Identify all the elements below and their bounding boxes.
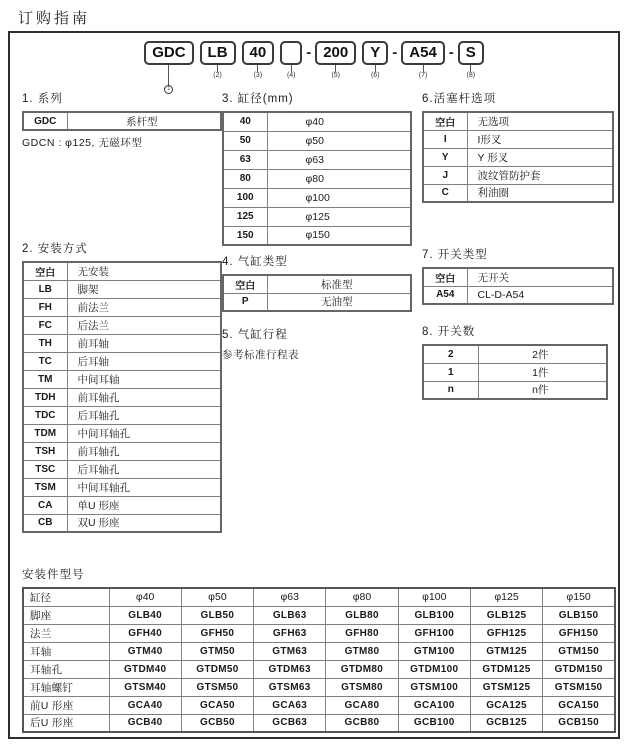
row-label: 40 [223, 112, 267, 131]
code-segment [144, 41, 193, 94]
cell: GCA150 [543, 696, 615, 714]
column-header: φ50 [181, 588, 253, 606]
cell: GTM100 [398, 642, 470, 660]
row-label: TH [23, 334, 67, 352]
table-row [23, 424, 221, 442]
cell: GTDM80 [326, 660, 398, 678]
row-label: 63 [223, 150, 267, 169]
row-label: A54 [423, 286, 467, 304]
cell: GTDM125 [470, 660, 542, 678]
row-label: LB [23, 280, 67, 298]
row-label: 前U 形座 [23, 696, 109, 714]
table-row [23, 316, 221, 334]
callout-number: (6) [370, 72, 380, 79]
rod-options-table [422, 111, 614, 203]
table-row [23, 460, 221, 478]
cell: 标准型 [267, 275, 411, 293]
row-label: J [423, 166, 467, 184]
bore-table [222, 111, 412, 246]
table-row [23, 442, 221, 460]
row-label: 50 [223, 131, 267, 150]
cell: 中间耳轴孔 [67, 478, 221, 496]
table-row [423, 130, 613, 148]
code-segment [401, 41, 445, 80]
table-row [223, 207, 411, 226]
cell: 2件 [478, 345, 607, 363]
cell: GCA40 [109, 696, 181, 714]
cell: GFH50 [181, 624, 253, 642]
column-header: φ100 [398, 588, 470, 606]
row-label: 空白 [423, 268, 467, 286]
cell: φ40 [267, 112, 411, 131]
code-box: 200 [315, 41, 356, 65]
cell: 中间耳轴 [67, 370, 221, 388]
cell: 后耳轴孔 [67, 460, 221, 478]
row-label: 耳轴孔 [23, 660, 109, 678]
cell: GLB63 [254, 606, 326, 624]
table-row [23, 514, 221, 532]
cell: GTSM40 [109, 678, 181, 696]
table-row [423, 148, 613, 166]
section-title: 6.活塞杆选项 [422, 93, 497, 105]
table-row [23, 496, 221, 514]
table-row [423, 381, 607, 399]
section-cylinder-type [222, 253, 412, 312]
dash-separator: - [448, 44, 454, 61]
cell: GLB125 [470, 606, 542, 624]
cell: GTM63 [254, 642, 326, 660]
table-row [23, 262, 221, 280]
cell: GTSM50 [181, 678, 253, 696]
cell: GCA125 [470, 696, 542, 714]
cell: GTDM40 [109, 660, 181, 678]
section-switch-type [422, 246, 614, 305]
table-row [423, 268, 613, 286]
cell: 波纹管防护套 [467, 166, 613, 184]
cell: 后耳轴孔 [67, 406, 221, 424]
cell: 前法兰 [67, 298, 221, 316]
cell: GCB100 [398, 714, 470, 732]
code-segment [362, 41, 388, 80]
code-box-blank [280, 41, 302, 65]
cell: GTSM80 [326, 678, 398, 696]
cell: GTSM100 [398, 678, 470, 696]
table-row [223, 226, 411, 245]
table-row [23, 280, 221, 298]
section-title: 3. 缸径(mm) [222, 93, 294, 105]
section-title: 8. 开关数 [422, 326, 476, 338]
cell: 前耳轴孔 [67, 442, 221, 460]
table-row [23, 478, 221, 496]
callout-line [375, 65, 376, 72]
cell: φ100 [267, 188, 411, 207]
table-row [23, 660, 615, 678]
table-row [23, 352, 221, 370]
table-row [223, 275, 411, 293]
callout-line [470, 65, 471, 72]
cell: GTDM100 [398, 660, 470, 678]
cell: GCA100 [398, 696, 470, 714]
section-series [22, 90, 222, 150]
series-table [22, 111, 222, 131]
table-row [423, 166, 613, 184]
cell: GLB40 [109, 606, 181, 624]
cell: GTDM50 [181, 660, 253, 678]
section-mounting-parts [22, 566, 616, 733]
cell: GCB125 [470, 714, 542, 732]
cell: GLB150 [543, 606, 615, 624]
table-row [423, 363, 607, 381]
callout-number: 1 [164, 85, 173, 94]
row-label: C [423, 184, 467, 202]
table-row [23, 642, 615, 660]
callout-line [291, 65, 292, 72]
code-segment [315, 41, 356, 80]
section-title: 4. 气缸类型 [222, 256, 288, 268]
callout-line [423, 65, 424, 72]
column-header: φ63 [254, 588, 326, 606]
callout-line [257, 65, 258, 72]
code-box: S [458, 41, 484, 65]
cell: GLB50 [181, 606, 253, 624]
callout-number: (4) [286, 72, 296, 79]
section-title: 1. 系列 [22, 93, 63, 105]
row-header: 缸径 [23, 588, 109, 606]
cell: GTM80 [326, 642, 398, 660]
table-row [23, 624, 615, 642]
row-label: 100 [223, 188, 267, 207]
code-segment [280, 41, 302, 80]
table-row [223, 131, 411, 150]
table-row [223, 150, 411, 169]
table-row [423, 112, 613, 130]
cell: GCB40 [109, 714, 181, 732]
row-label: GDC [23, 112, 67, 130]
code-segment [242, 41, 275, 80]
callout-number: (2) [213, 72, 222, 79]
mounting-style-table [22, 261, 222, 533]
table-row [23, 714, 615, 732]
callout-number: (5) [331, 72, 341, 79]
row-label: 耳轴 [23, 642, 109, 660]
row-label: TSC [23, 460, 67, 478]
row-label: TDC [23, 406, 67, 424]
cell: 前耳轴孔 [67, 388, 221, 406]
cell: GCA63 [254, 696, 326, 714]
cell: GTSM150 [543, 678, 615, 696]
cell: GCB80 [326, 714, 398, 732]
switch-count-table [422, 344, 608, 400]
table-row [223, 293, 411, 311]
page-title: 订购指南 [18, 7, 94, 32]
row-label: 空白 [23, 262, 67, 280]
mounting-parts-table [22, 587, 616, 733]
cell: GTSM63 [254, 678, 326, 696]
cell: 利油圈 [467, 184, 613, 202]
cylinder-type-table [222, 274, 412, 312]
dash-separator: - [306, 44, 312, 61]
cell: 无安装 [67, 262, 221, 280]
table-row [223, 112, 411, 131]
cell: 前耳轴 [67, 334, 221, 352]
column-header: φ150 [543, 588, 615, 606]
column-header: φ40 [109, 588, 181, 606]
table-row [23, 388, 221, 406]
table-row [23, 406, 221, 424]
cell: 后耳轴 [67, 352, 221, 370]
table-row [23, 696, 615, 714]
row-label: 空白 [423, 112, 467, 130]
cell: 单U 形座 [67, 496, 221, 514]
row-label: 2 [423, 345, 478, 363]
series-note: GDCN : φ125, 无磁环型 [22, 137, 143, 149]
row-label: FH [23, 298, 67, 316]
row-label: 125 [223, 207, 267, 226]
cell: GFH63 [254, 624, 326, 642]
mounting-parts-title: 安装件型号 [22, 569, 85, 581]
row-label: 空白 [223, 275, 267, 293]
ordering-guide-panel [8, 31, 620, 739]
cell: 无选项 [467, 112, 613, 130]
cell: GLB100 [398, 606, 470, 624]
cell: 中间耳轴孔 [67, 424, 221, 442]
callout-number: (3) [253, 72, 263, 79]
cell: 无油型 [267, 293, 411, 311]
cell: φ63 [267, 150, 411, 169]
section-switch-count [422, 323, 608, 400]
cell: GLB80 [326, 606, 398, 624]
cell: GTDM150 [543, 660, 615, 678]
table-row [23, 370, 221, 388]
table-row [23, 678, 615, 696]
code-box: LB [200, 41, 236, 65]
cell: 后法兰 [67, 316, 221, 334]
column-header: φ80 [326, 588, 398, 606]
row-label: n [423, 381, 478, 399]
row-label: TDM [23, 424, 67, 442]
row-label: FC [23, 316, 67, 334]
cell: GCA80 [326, 696, 398, 714]
cell: φ125 [267, 207, 411, 226]
table-row [23, 298, 221, 316]
cell: GCA50 [181, 696, 253, 714]
cell: Y 形叉 [467, 148, 613, 166]
code-box: 40 [242, 41, 275, 65]
dash-separator: - [392, 44, 398, 61]
cell: 双U 形座 [67, 514, 221, 532]
row-label: 1 [423, 363, 478, 381]
row-label: TC [23, 352, 67, 370]
model-code-diagram [10, 41, 618, 94]
cell: n件 [478, 381, 607, 399]
section-bore [222, 90, 412, 246]
cell: φ50 [267, 131, 411, 150]
cell: 系杆型 [67, 112, 221, 130]
table-row [23, 112, 221, 130]
cell: GTDM63 [254, 660, 326, 678]
table-row [423, 184, 613, 202]
code-box: GDC [144, 41, 193, 65]
cell: GTM125 [470, 642, 542, 660]
stroke-note: 参考标准行程表 [222, 349, 299, 361]
callout-number: (8) [466, 72, 476, 79]
row-label: I [423, 130, 467, 148]
table-header-row [23, 588, 615, 606]
row-label: 耳轴螺钉 [23, 678, 109, 696]
code-box: A54 [401, 41, 445, 65]
section-stroke [222, 326, 412, 362]
callout-number: (7) [418, 72, 428, 79]
row-label: 后U 形座 [23, 714, 109, 732]
row-label: 法兰 [23, 624, 109, 642]
table-row [23, 606, 615, 624]
section-title: 2. 安装方式 [22, 243, 88, 255]
row-label: 脚座 [23, 606, 109, 624]
cell: GTM40 [109, 642, 181, 660]
row-label: TSH [23, 442, 67, 460]
code-segment [458, 41, 484, 80]
section-mounting-style [22, 240, 222, 533]
cell: I形叉 [467, 130, 613, 148]
row-label: 150 [223, 226, 267, 245]
table-row [223, 188, 411, 207]
switch-type-table [422, 267, 614, 305]
column-header: φ125 [470, 588, 542, 606]
table-row [423, 345, 607, 363]
cell: φ80 [267, 169, 411, 188]
cell: GCB63 [254, 714, 326, 732]
cell: GTM50 [181, 642, 253, 660]
row-label: 80 [223, 169, 267, 188]
cell: GTSM125 [470, 678, 542, 696]
row-label: TM [23, 370, 67, 388]
cell: GTM150 [543, 642, 615, 660]
cell: GFH150 [543, 624, 615, 642]
table-row [223, 169, 411, 188]
cell: GCB50 [181, 714, 253, 732]
row-label: CA [23, 496, 67, 514]
cell: GFH100 [398, 624, 470, 642]
cell: GCB150 [543, 714, 615, 732]
callout-line [217, 65, 218, 72]
row-label: Y [423, 148, 467, 166]
cell: GFH125 [470, 624, 542, 642]
section-rod-options [422, 90, 614, 203]
row-label: P [223, 293, 267, 311]
cell: 无开关 [467, 268, 613, 286]
table-row [23, 334, 221, 352]
cell: GFH80 [326, 624, 398, 642]
cell: GFH40 [109, 624, 181, 642]
code-box: Y [362, 41, 388, 65]
section-title: 7. 开关类型 [422, 249, 488, 261]
callout-line [168, 65, 169, 85]
row-label: CB [23, 514, 67, 532]
row-label: TDH [23, 388, 67, 406]
code-segment [200, 41, 236, 80]
cell: φ150 [267, 226, 411, 245]
cell: 脚架 [67, 280, 221, 298]
cell: 1件 [478, 363, 607, 381]
row-label: TSM [23, 478, 67, 496]
section-title: 5. 气缸行程 [222, 329, 288, 341]
table-row [423, 286, 613, 304]
callout-line [335, 65, 336, 72]
cell: CL-D-A54 [467, 286, 613, 304]
